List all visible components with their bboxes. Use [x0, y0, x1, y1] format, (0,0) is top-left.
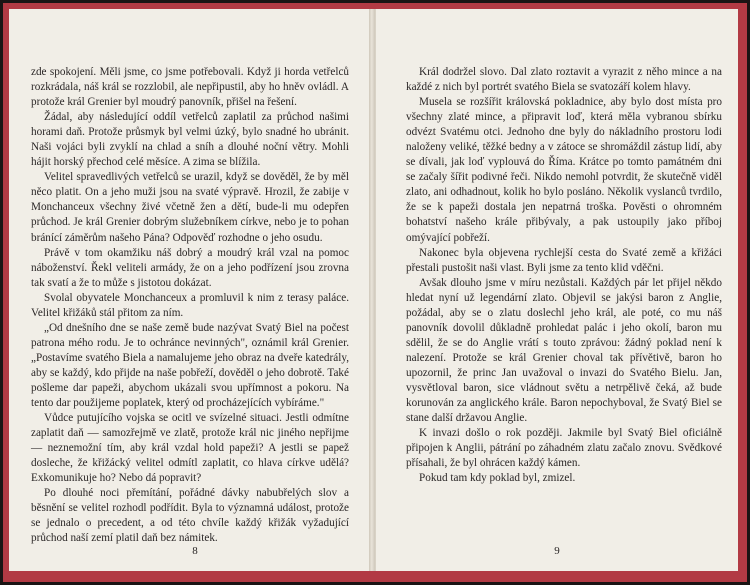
paragraph: Velitel spravedlivých vetřelců se urazil, když se dověděl, že by měl něco platit. On a jeho muži jsou na svaté výpravě. Hrozil, že zabije v Monchanceux všechny živé včetně žen a dětí, bude-li mu odepřen průchod. Je král Grenier dobrým služebníkem církve, nebo je to pohan bránící záměrům našeho Pána? Odpověď rozhodne o jeho osudu.	[31, 171, 349, 244]
paragraph: Musela se rozšířit královská pokladnice, aby bylo dost místa pro všechny zlaté mince, a připravit loď, která měla vybranou sbírku odvézt Svatému otci. Jednoho dne byly do nákladního prostoru lodi naloženy veliké, těžké bedny a v zátoce se shromáždil zástup lidí, aby se dívali, jak loď vyplouvá do Říma. Krátce po tomto památném dni se začaly šířit podivné řeči. Nikdo nemohl potvrdit, že skutečně viděl zlato, ani odhadnout, kolik ho bylo posláno. Několik vyslanců tvrdilo, že se k papeži dostala jen nepatrná troška. Pověsti o ohromném bohatství našeho krále přibývaly, a pak ustoupily jako příboj omývající pobřeží.	[406, 96, 722, 244]
left-page-text	[31, 65, 349, 547]
page-number: 8	[192, 545, 198, 557]
right-page	[375, 9, 738, 571]
left-page	[9, 9, 370, 571]
paragraph: Avšak dlouho jsme v míru nezůstali. Každých pár let přijel někdo hledat nyní už legendární zlato. Objevil se jakýsi baron z Anglie, požádal, aby se o zlatu doslechl jeho král, ale poté, co mu náš panovník dovolil důkladně prohledat palác i jeho okolí, baron mu sdělil, že se do Anglie vrátí s touto zprávou: žádný poklad není k nalezení. Protože se král Grenier choval tak přívětivě, baron ho upozornil, že princ Jan uvažoval o invazi do Svatého Bielu. Jan, vysvětloval baron, sice vládnout světu a netrpělivě čeká, až bude korunován za anglického krále. Baron nepochyboval, že Svatý Biel se stane další državou Anglie.	[406, 276, 722, 425]
paragraph: Žádal, aby následující oddíl vetřelců zaplatil za průchod našimi horami daň. Protože průsmyk byl velmi úzký, bylo snadné ho ubránit. Naši vojáci byli zvyklí na chlad a sníh a dlouhé noční větry. Mohli hájit horský přechod celé měsíce. A zima se blížila.	[31, 111, 349, 169]
paragraph: Vůdce putujícího vojska se ocitl ve svízelné situaci. Jestli odmítne zaplatit daň — samozřejmě ve zlatě, protože král nic jiného nepřijme — neznemožní tím, aby král vzdal hold papeži? A jestli se papež dosleche, že křižácký velitel odmítl zaplatit, co hlava církve udělá? Exkomunikuje ho? Nebo dá popravit?	[31, 412, 349, 485]
paragraph: Právě v tom okamžiku náš dobrý a moudrý král vzal na pomoc náboženství. Řekl veliteli armády, že on a jeho podřízení jsou zrovna tak svatí a že to může s jistotou dokázat.	[31, 246, 349, 289]
paragraph: Pokud tam kdy poklad byl, zmizel.	[419, 472, 576, 485]
right-page-text	[406, 65, 722, 486]
paragraph: Nakonec byla objevena rychlejší cesta do Svaté země a křižáci přestali pustošit naši vlast. Byli jsme za tento klid vděčni.	[406, 246, 722, 274]
paragraph: K invazi došlo o rok později. Jakmile byl Svatý Biel oficiálně připojen k Anglii, pátrání po záhadném zlatu začalo znovu. Svědkové přísahali, že byl ohrácen každý kámen.	[406, 427, 722, 470]
paragraph: Po dlouhé noci přemítání, pořádné dávky nabubřelých slov a běsnění se velitel rozhodl podřídit. Byla to významná událost, protože se jednalo o precedent, a od této chvíle každý křižák vyžadující průchod naší zemí platil daň bez námitek.	[31, 487, 349, 545]
book-spread	[3, 3, 747, 582]
paragraph: zde spokojení. Měli jsme, co jsme potřebovali. Když ji horda vetřelců rozkrádala, náš král se rozzlobil, ale nepřipustil, aby ho hněv ovládl. A protože král Grenier byl moudrý panovník, přišel na řešení.	[31, 66, 349, 109]
paragraph: „Od dnešního dne se naše země bude nazývat Svatý Biel na počest patrona mého rodu. Je to ochránce nevinných", oznámil král Grenier. „Postavíme svatého Biela a namalujeme jeho obraz na dveře katedrály, aby se každý, kdo přijde na naše pobřeží, dověděl o jeho dobrotě. Také pošleme dar papeži, abychom ukázali svou upřímnost a pokoru. Na tento dar použijeme poplatek, který od procházejících vybíráme."	[31, 321, 349, 410]
paragraph: Král dodržel slovo. Dal zlato roztavit a vyrazit z něho mince a na každé z nich byl portrét svatého Biela se svatozáří kolem hlavy.	[406, 66, 722, 94]
page-number: 9	[554, 545, 560, 557]
paragraph: Svolal obyvatele Monchanceux a promluvil k nim z terasy paláce. Velitel křižáků stál přitom za ním.	[31, 291, 349, 319]
